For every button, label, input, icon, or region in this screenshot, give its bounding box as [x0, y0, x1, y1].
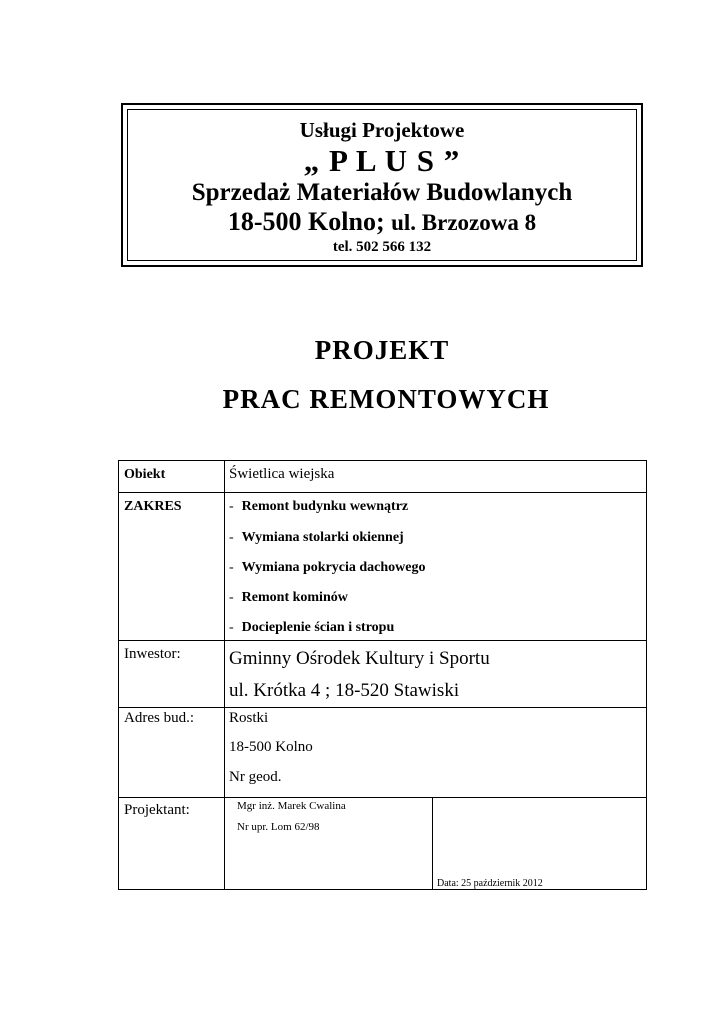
site-address-line: 18-500 Kolno	[229, 739, 313, 755]
scope-item-text: Remont kominów	[241, 590, 348, 605]
investor-address: ul. Krótka 4 ; 18-520 Stawiski	[229, 680, 460, 701]
company-phone: tel. 502 566 132	[332, 239, 432, 255]
company-address	[128, 209, 636, 235]
scope-item: - Wymiana pokrycia dachowego	[229, 560, 426, 575]
scope-item-text: Wymiana stolarki okiennej	[241, 530, 404, 545]
doc-title-line1: PROJEKT	[314, 335, 450, 365]
company-sale-line: Sprzedaż Materiałów Budowlanych	[191, 179, 573, 206]
company-brand: „ P L U S ”	[303, 143, 461, 178]
scope-label: ZAKRES	[124, 499, 182, 514]
designer-date: Data: 25 październik 2012	[437, 878, 543, 889]
doc-title-line2: PRAC REMONTOWYCH	[222, 384, 550, 414]
company-header-inner	[127, 109, 637, 261]
designer-name: Mgr inż. Marek Cwalina	[237, 800, 346, 812]
project-info-table	[118, 460, 647, 890]
company-header-box	[121, 103, 643, 267]
investor-name: Gminny Ośrodek Kultury i Sportu	[229, 648, 490, 669]
site-address-line: Nr geod.	[229, 769, 282, 785]
table-row-designer	[119, 797, 646, 890]
site-address-label: Adres bud.:	[124, 710, 194, 726]
scope-item-text: Wymiana pokrycia dachowego	[241, 560, 426, 575]
investor-label: Inwestor:	[124, 646, 181, 662]
scope-item-text: Docieplenie ścian i stropu	[241, 620, 395, 635]
scope-item: - Docieplenie ścian i stropu	[229, 620, 395, 635]
company-services: Usługi Projektowe	[299, 118, 465, 142]
scope-item-text: Remont budynku wewnątrz	[241, 499, 409, 514]
designer-label: Projektant:	[124, 802, 190, 818]
table-row-object	[119, 461, 646, 492]
table-row-site-address	[119, 707, 646, 798]
scope-item: - Remont budynku wewnątrz	[229, 499, 409, 514]
scope-item: - Wymiana stolarki okiennej	[229, 530, 404, 545]
table-row-investor	[119, 640, 646, 708]
object-value: Świetlica wiejska	[229, 466, 335, 482]
table-row-scope	[119, 492, 646, 641]
object-label: Obiekt	[124, 467, 166, 482]
company-street: ul. Brzozowa 8	[391, 210, 537, 235]
company-postal-city: 18-500 Kolno;	[227, 207, 385, 236]
designer-license: Nr upr. Lom 62/98	[237, 821, 320, 833]
site-address-line: Rostki	[229, 710, 269, 726]
scope-item: - Remont kominów	[229, 590, 348, 605]
